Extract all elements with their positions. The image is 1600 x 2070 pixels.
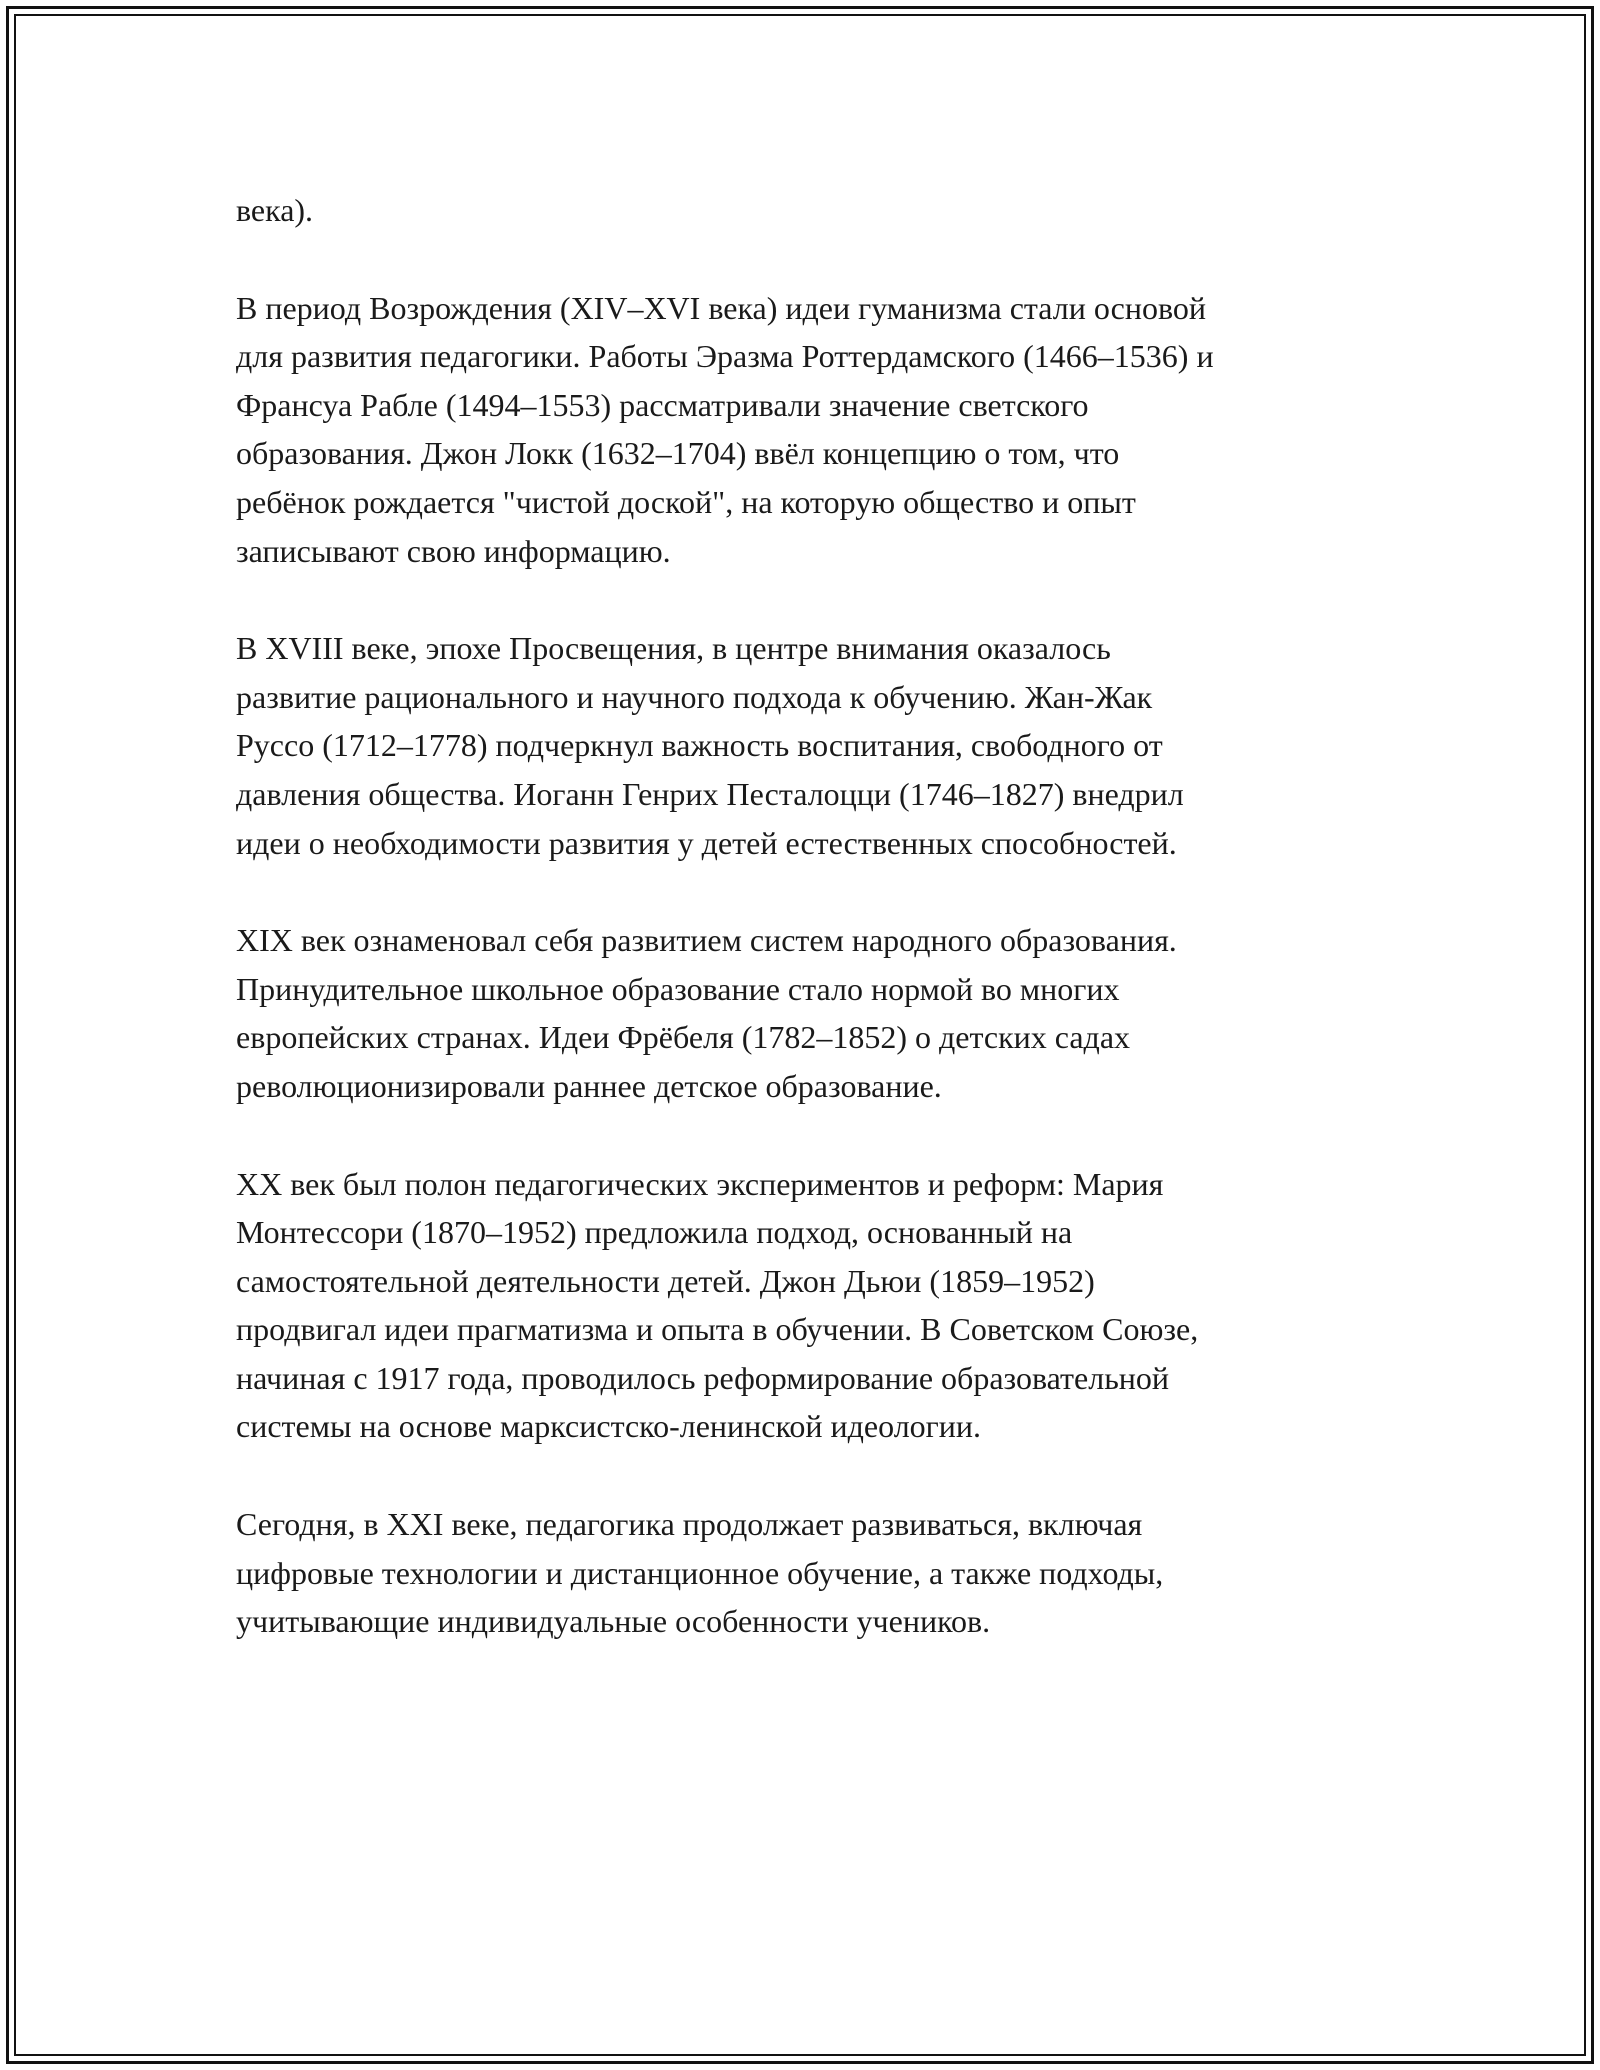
paragraph-6 xyxy=(236,1500,1396,1646)
text-line: системы на основе марксистско-ленинской идеологии. xyxy=(236,1408,982,1445)
paragraph-1 xyxy=(236,186,1396,235)
text-line: начиная с 1917 года, проводилось реформирование образовательной xyxy=(236,1359,1170,1396)
text-line: самостоятельной деятельности детей. Джон Дьюи (1859–1952) xyxy=(236,1262,1095,1299)
text-line: Принудительное школьное образование стало нормой во многих xyxy=(236,970,1120,1007)
text-line: учитывающие индивидуальные особенности учеников. xyxy=(236,1603,991,1640)
text-line: европейских странах. Идеи Фрёбеля (1782–1852) о детских садах xyxy=(236,1019,1131,1056)
text-line: продвигал идеи прагматизма и опыта в обучении. В Советском Союзе, xyxy=(236,1311,1199,1348)
text-line: Монтессори (1870–1952) предложила подход, основанный на xyxy=(236,1214,1073,1251)
text-line: ребёнок рождается "чистой доской", на которую общество и опыт xyxy=(236,483,1136,520)
text-line: цифровые технологии и дистанционное обучение, а также подходы, xyxy=(236,1554,1164,1591)
text-line: Сегодня, в XXI веке, педагогика продолжает развиваться, включая xyxy=(236,1506,1143,1543)
paragraph-5 xyxy=(236,1160,1396,1452)
text-line: образования. Джон Локк (1632–1704) ввёл концепцию о том, что xyxy=(236,435,1120,472)
text-line: XIX век ознаменовал себя развитием систем народного образования. xyxy=(236,922,1177,959)
text-line: идеи о необходимости развития у детей естественных способностей. xyxy=(236,824,1177,861)
text-line: записывают свою информацию. xyxy=(236,532,671,569)
document-body xyxy=(236,186,1396,1695)
text-line: для развития педагогики. Работы Эразма Роттердамского (1466–1536) и xyxy=(236,338,1214,375)
text-line: давления общества. Иоганн Генрих Песталоцци (1746–1827) внедрил xyxy=(236,775,1184,812)
text-line: Руссо (1712–1778) подчеркнул важность воспитания, свободного от xyxy=(236,727,1163,764)
paragraph-4 xyxy=(236,916,1396,1110)
text-line: революционизировали раннее детское образование. xyxy=(236,1067,942,1104)
text-line: Франсуа Рабле (1494–1553) рассматривали значение светского xyxy=(236,386,1089,423)
text-line: века). xyxy=(236,192,314,228)
text-line: В XVIII веке, эпохе Просвещения, в центре внимания оказалось xyxy=(236,630,1111,667)
text-line: XX век был полон педагогических экспериментов и реформ: Мария xyxy=(236,1165,1164,1202)
text-line: развитие рационального и научного подхода к обучению. Жан-Жак xyxy=(236,678,1153,715)
text-line: В период Возрождения (XIV–XVI века) идеи гуманизма стали основой xyxy=(236,289,1206,326)
paragraph-3 xyxy=(236,624,1396,867)
paragraph-2 xyxy=(236,284,1396,576)
